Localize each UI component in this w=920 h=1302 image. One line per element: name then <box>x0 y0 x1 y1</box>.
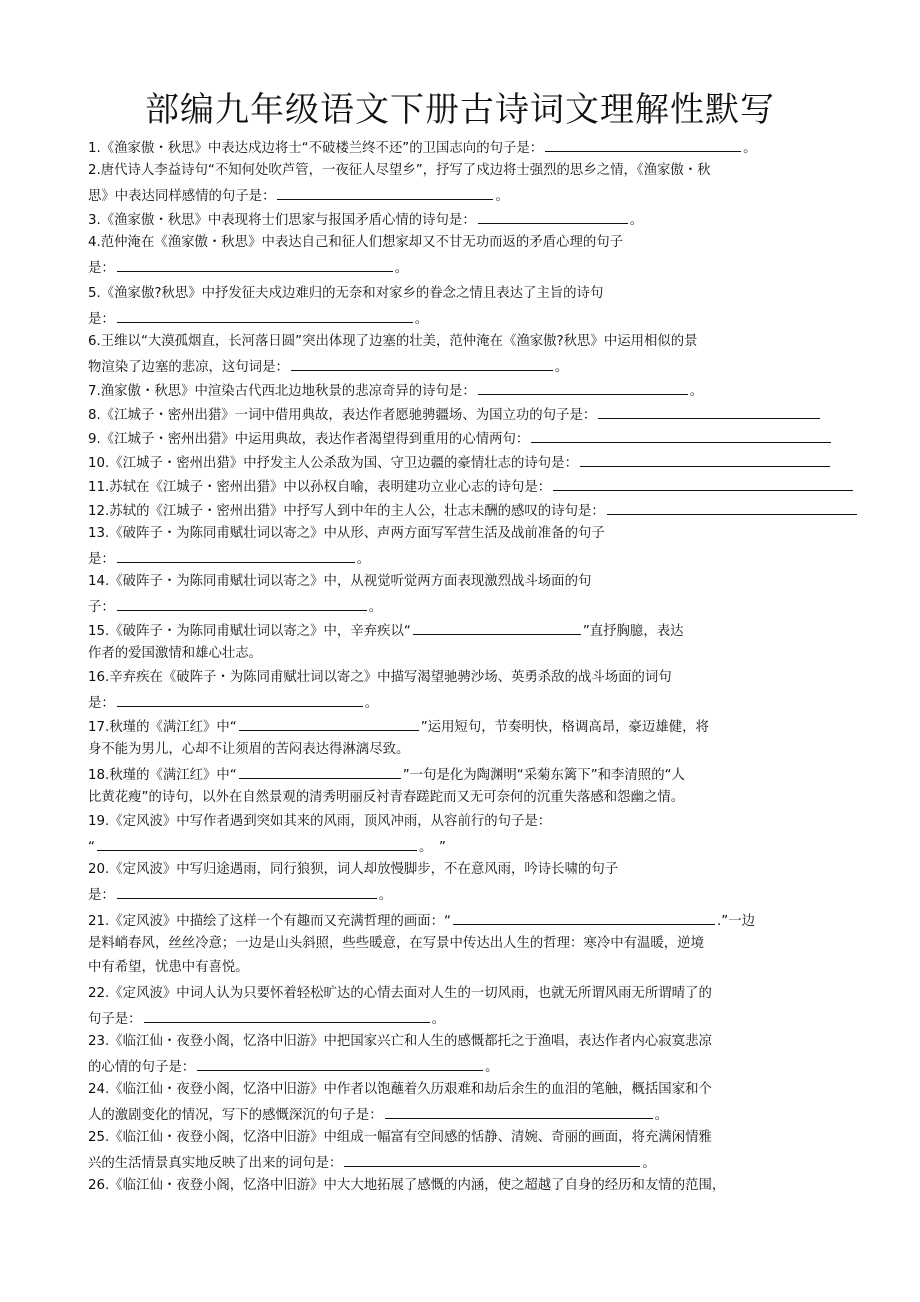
line-text: 4.范仲淹在《渔家傲・秋思》中表达自己和征人们想家却又不甘无功而返的矛盾心理的句子 <box>88 235 624 250</box>
question-line <box>88 257 408 277</box>
line-text-after: 。 <box>554 360 569 375</box>
question-line <box>88 620 684 640</box>
question-line <box>88 1104 668 1124</box>
answer-blank[interactable] <box>117 308 413 323</box>
answer-blank[interactable] <box>478 380 688 395</box>
line-text: 2.唐代诗人李益诗句“不知何处吹芦管，一夜征人尽望乡”，抒写了戍边将士强烈的思乡之情，《渔家傲・秋 <box>88 163 711 178</box>
line-text: 是： <box>88 261 115 276</box>
answer-blank[interactable] <box>239 764 401 779</box>
question-line <box>88 524 605 544</box>
line-text-after: 。 <box>495 189 509 204</box>
line-text-after: 。 <box>629 213 644 228</box>
answer-blank[interactable] <box>453 910 715 925</box>
line-text: 比黄花瘦”的诗句，以外在自然景观的清秀明丽反衬青春蹉跎而又无可奈何的沉重失落感和怨幽之情。 <box>88 790 685 805</box>
question-line <box>88 910 755 930</box>
question-line <box>88 958 249 978</box>
line-text-after: 。 ” <box>418 840 446 855</box>
question-line <box>88 137 757 157</box>
line-text: 17.秋瑾的《满江红》中“ <box>88 720 237 735</box>
question-line <box>88 161 711 181</box>
question-line <box>88 428 833 448</box>
line-text: 13.《破阵子・为陈同甫赋壮词以寄之》中从形、声两方面写军营生活及战前准备的句子 <box>88 526 605 541</box>
line-text-after: 。 <box>642 1156 656 1171</box>
answer-blank[interactable] <box>553 476 853 491</box>
line-text-after: 。 <box>743 141 757 156</box>
line-text: 的心情的句子是： <box>88 1060 196 1075</box>
answer-blank[interactable] <box>144 1008 430 1023</box>
line-text-after: 。 <box>431 1012 445 1027</box>
line-text: 6.王维以“大漠孤烟直，长河落日圆”突出体现了边塞的壮美，范仲淹在《渔家傲?秋思》中运用相似的景 <box>88 334 698 349</box>
line-text: 10.《江城子・密州出猎》中抒发主人公杀敌为国、守卫边疆的豪情壮志的诗句是： <box>88 456 578 471</box>
question-line <box>88 284 603 304</box>
line-text: 22.《定风波》中词人认为只要怀着轻松旷达的心情去面对人生的一切风雨，也就无所谓风雨无所谓晴了的 <box>88 986 712 1001</box>
question-line <box>88 572 591 592</box>
answer-blank[interactable] <box>97 836 417 851</box>
question-line <box>88 185 509 205</box>
answer-blank[interactable] <box>239 716 419 731</box>
line-text: 8.《江城子・密州出猎》一词中借用典故，表达作者愿驰骋疆场、为国立功的句子是： <box>88 408 597 423</box>
line-text: 16.辛弃疾在《破阵子・为陈同甫赋壮词以寄之》中描写渴望驰骋沙场、英勇杀敌的战斗场面的词句 <box>88 670 672 685</box>
question-line <box>88 596 382 616</box>
line-text: 21.《定风波》中描绘了这样一个有趣而又充满哲理的画面：“ <box>88 914 451 929</box>
line-text-after: ”直抒胸臆，表达 <box>582 624 684 639</box>
question-line <box>88 548 370 568</box>
answer-blank[interactable] <box>531 428 831 443</box>
line-text: 15.《破阵子・为陈同甫赋壮词以寄之》中，辛弃疾以“ <box>88 624 411 639</box>
question-line <box>88 812 551 832</box>
line-text: 身不能为男儿，心却不让须眉的苦闷表达得淋漓尽致。 <box>88 742 410 757</box>
line-text: 是： <box>88 888 115 903</box>
question-line <box>88 404 822 424</box>
question-line <box>88 1032 712 1052</box>
line-text: “ <box>88 840 95 855</box>
answer-blank[interactable] <box>344 1152 640 1167</box>
question-line <box>88 1056 499 1076</box>
question-line <box>88 209 643 229</box>
question-line <box>88 716 709 736</box>
question-line <box>88 308 428 328</box>
answer-blank[interactable] <box>385 1104 653 1119</box>
line-text-after: ”运用短句，节奏明快，格调高昂，豪迈雄健，将 <box>420 720 709 735</box>
line-text: 物渲染了边塞的悲凉，这句词是： <box>88 360 289 375</box>
answer-blank[interactable] <box>197 1056 483 1071</box>
question-line <box>88 788 684 808</box>
line-text: 25.《临江仙・夜登小阁，忆洛中旧游》中组成一幅富有空间感的恬静、清婉、奇丽的画面，将充满闲情雅 <box>88 1130 712 1145</box>
answer-blank[interactable] <box>117 692 363 707</box>
question-line <box>88 1008 445 1028</box>
line-text: 中有希望，忧患中有喜悦。 <box>88 960 249 975</box>
question-line <box>88 332 698 352</box>
question-line <box>88 984 712 1004</box>
line-text-after: 。 <box>414 312 429 327</box>
line-text: 是料峭春风，丝丝冷意；一边是山头斜照，些些暖意，在写景中传达出人生的哲理：寒冷中有温暖，逆境 <box>88 936 704 951</box>
line-text: 11.苏轼在《江城子・密州出猎》中以孙权自喻，表明建功立业心志的诗句是： <box>88 480 552 495</box>
line-text-after: .”一边 <box>717 914 755 929</box>
question-line <box>88 356 568 376</box>
question-line <box>88 500 859 520</box>
answer-blank[interactable] <box>291 356 553 371</box>
question-line <box>88 692 378 712</box>
question-line <box>88 836 446 856</box>
line-text: 18.秋瑾的《满江红》中“ <box>88 768 237 783</box>
line-text-after: 。 <box>394 261 409 276</box>
line-text: 26.《临江仙・夜登小阁，忆洛中旧游》中大大地拓展了感慨的内涵，使之超越了自身的经历和友情的范围， <box>88 1178 726 1193</box>
line-text: 是： <box>88 696 115 711</box>
line-text: 思》中表达同样感情的句子是： <box>88 189 276 204</box>
answer-blank[interactable] <box>413 620 581 635</box>
answer-blank[interactable] <box>545 137 741 152</box>
line-text: 句子是： <box>88 1012 142 1027</box>
question-line <box>88 452 832 472</box>
answer-blank[interactable] <box>598 404 820 419</box>
line-text: 是： <box>88 312 115 327</box>
question-line <box>88 860 618 880</box>
question-line <box>88 380 703 400</box>
answer-blank[interactable] <box>117 596 367 611</box>
question-line <box>88 884 392 904</box>
question-line <box>88 1176 725 1196</box>
line-text: 12.苏轼的《江城子・密州出猎》中抒写人到中年的主人公，壮志未酬的感叹的诗句是： <box>88 504 605 519</box>
question-line <box>88 1080 712 1100</box>
answer-blank[interactable] <box>117 884 377 899</box>
line-text-after: 。 <box>378 888 393 903</box>
page-title: 部编九年级语文下册古诗词文理解性默写 <box>145 90 775 130</box>
line-text: 7.渔家傲・秋思》中渲染古代西北边地秋景的悲凉奇异的诗句是： <box>88 384 476 399</box>
question-line <box>88 476 855 496</box>
line-text: 子： <box>88 600 115 615</box>
line-text: 人的激剧变化的情况，写下的感慨深沉的句子是： <box>88 1108 383 1123</box>
line-text-after: 。 <box>356 552 371 567</box>
line-text: 14.《破阵子・为陈同甫赋壮词以寄之》中，从视觉听觉两方面表现激烈战斗场面的句 <box>88 574 592 589</box>
line-text: 兴的生活情景真实地反映了出来的词句是： <box>88 1156 343 1171</box>
line-text: 20.《定风波》中写归途遇雨，同行狼狈，词人却放慢脚步，不在意风雨，吟诗长啸的句子 <box>88 862 619 877</box>
line-text: 1.《渔家傲・秋思》中表达戍边将士“不破楼兰终不还”的卫国志向的句子是： <box>88 141 544 156</box>
question-line <box>88 764 685 784</box>
line-text: 9.《江城子・密州出猎》中运用典故，表达作者渴望得到重用的心情两句： <box>88 432 530 447</box>
line-text-after: 。 <box>654 1108 668 1123</box>
line-text-after: 。 <box>368 600 383 615</box>
line-text: 3.《渔家傲・秋思》中表现将士们思家与报国矛盾心情的诗句是： <box>88 213 476 228</box>
line-text-after: 。 <box>364 696 379 711</box>
question-line <box>88 668 672 688</box>
question-line <box>88 740 409 760</box>
line-text-after: ”一句是化为陶渊明“采菊东篱下”和李清照的“人 <box>402 768 685 783</box>
question-line <box>88 233 623 253</box>
question-line <box>88 1128 712 1148</box>
line-text: 19.《定风波》中写作者遇到突如其来的风雨，顶风冲雨，从容前行的句子是： <box>88 814 552 829</box>
answer-blank[interactable] <box>277 185 493 200</box>
answer-blank[interactable] <box>117 548 355 563</box>
question-line <box>88 644 262 664</box>
answer-blank[interactable] <box>607 500 857 515</box>
line-text: 5.《渔家傲?秋思》中抒发征夫戍边难归的无奈和对家乡的眷念之情且表达了主旨的诗句 <box>88 286 604 301</box>
answer-blank[interactable] <box>478 209 628 224</box>
line-text: 是： <box>88 552 115 567</box>
line-text: 23.《临江仙・夜登小阁，忆洛中旧游》中把国家兴亡和人生的感慨都托之于渔唱，表达作者内心寂寞悲凉 <box>88 1034 712 1049</box>
answer-blank[interactable] <box>117 257 393 272</box>
line-text: 24.《临江仙・夜登小阁，忆洛中旧游》中作者以饱蘸着久历艰难和劫后余生的血泪的笔触，概括国家和个 <box>88 1082 712 1097</box>
line-text-after: 。 <box>485 1060 499 1075</box>
line-text: 作者的爱国激情和雄心壮志。 <box>88 646 263 661</box>
line-text-after: 。 <box>689 384 704 399</box>
question-line <box>88 1152 656 1172</box>
answer-blank[interactable] <box>580 452 830 467</box>
question-line <box>88 934 704 954</box>
